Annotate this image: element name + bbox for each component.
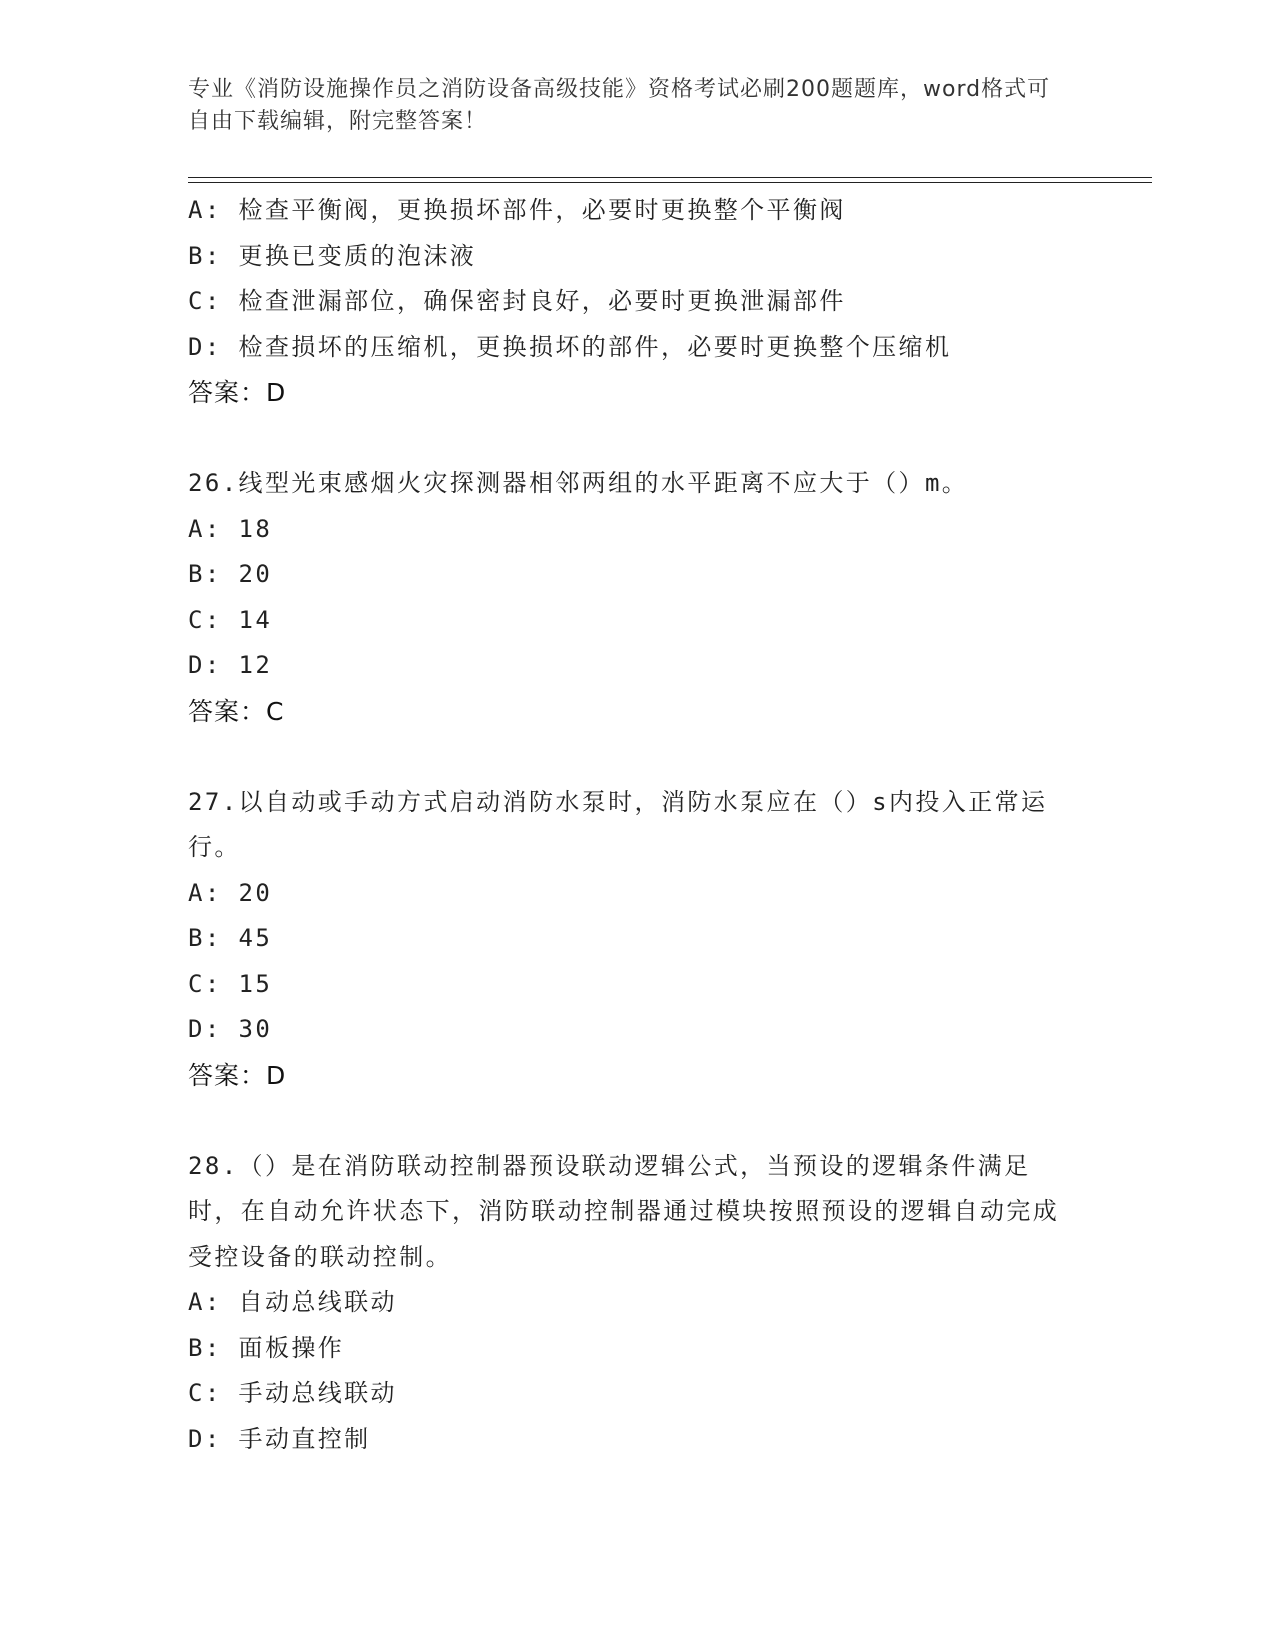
option-c: C: 15	[188, 969, 273, 998]
document-header: 专业《消防设施操作员之消防设备高级技能》资格考试必刷200题题库，word格式可自由下载编辑，附完整答案！	[188, 77, 1051, 134]
option-a: A: 18	[188, 514, 273, 543]
answer-line: 答案：D	[188, 378, 287, 407]
answer-line: 答案：C	[188, 696, 285, 726]
option-b: B: 45	[188, 924, 273, 952]
spacer	[188, 416, 1088, 462]
spacer	[188, 734, 1088, 780]
option-d: D: 12	[188, 651, 273, 679]
header-divider-top	[188, 177, 1152, 178]
question-block-28	[188, 1144, 1088, 1463]
answer-line: 答案：D	[188, 1060, 287, 1090]
question-text: 27.以自动或手动方式启动消防水泵时，消防水泵应在（）s内投入正常运行。	[188, 787, 1048, 861]
option-b: B: 面板操作	[188, 1333, 345, 1362]
option-c: C: 14	[188, 605, 273, 634]
option-c: C: 手动总线联动	[188, 1379, 397, 1407]
option-c: C: 检查泄漏部位，确保密封良好，必要时更换泄漏部件	[188, 287, 846, 315]
spacer	[188, 1098, 1088, 1144]
option-d: D: 手动直控制	[188, 1424, 371, 1453]
option-a: A: 自动总线联动	[188, 1288, 397, 1316]
header-divider-bottom	[188, 182, 1152, 183]
question-text: 26.线型光束感烟火灾探测器相邻两组的水平距离不应大于（）m。	[188, 469, 969, 497]
option-d: D: 30	[188, 1015, 273, 1043]
question-block-26	[188, 461, 1088, 734]
question-block-25	[188, 188, 1088, 416]
option-d: D: 检查损坏的压缩机，更换损坏的部件，必要时更换整个压缩机	[188, 332, 952, 361]
option-b: B: 更换已变质的泡沫液	[188, 241, 477, 270]
option-a: A: 检查平衡阀，更换损坏部件，必要时更换整个平衡阀	[188, 196, 846, 224]
option-b: B: 20	[188, 560, 273, 588]
question-block-27	[188, 780, 1088, 1099]
option-a: A: 20	[188, 878, 273, 907]
question-text: 28.（）是在消防联动控制器预设联动逻辑公式，当预设的逻辑条件满足时，在自动允许状态下，消防联动控制器通过模块按照预设的逻辑自动完成受控设备的联动控制。	[188, 1151, 1060, 1271]
question-list	[188, 188, 1088, 1462]
